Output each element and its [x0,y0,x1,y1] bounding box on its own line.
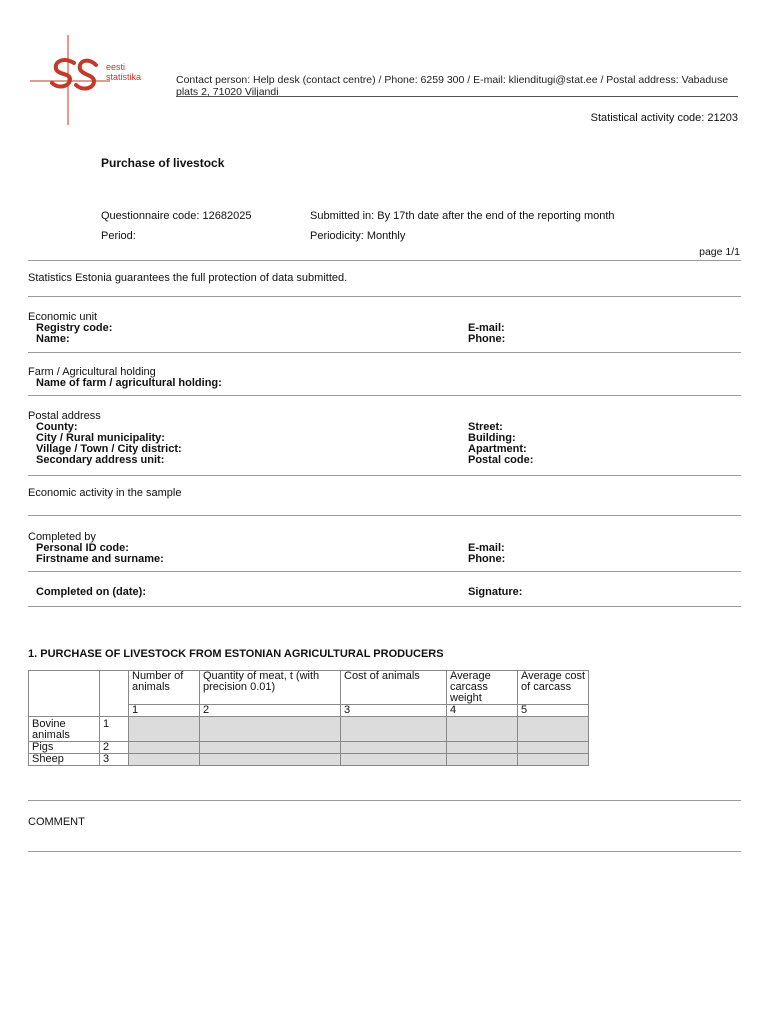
column-number: 2 [200,705,341,717]
row-code: 1 [100,717,129,742]
input-cell[interactable] [447,754,518,766]
table-row [29,717,589,742]
divider [28,606,741,607]
column-number: 4 [447,705,518,717]
divider [28,296,741,297]
input-cell[interactable] [447,742,518,754]
divider [28,515,741,516]
city-label: City / Rural municipality: [36,432,165,444]
input-cell[interactable] [341,717,447,742]
input-cell[interactable] [518,754,589,766]
column-header: Number of animals [129,671,200,705]
section-heading: Economic unit [28,311,98,323]
email-label: E-mail: [468,322,505,334]
header-code-cell [100,671,129,717]
input-cell[interactable] [518,742,589,754]
table-header-row [29,671,589,705]
submission-deadline: Submitted in: By 17th date after the end of the reporting month [310,210,615,222]
input-cell[interactable] [200,717,341,742]
column-header: Cost of animals [341,671,447,705]
input-cell[interactable] [341,754,447,766]
building-label: Building: [468,432,516,444]
farm-block [28,367,222,389]
signature-label: Signature: [468,586,523,598]
table-row [29,742,589,754]
column-header: Average cost of carcass [518,671,589,705]
page-number: page 1/1 [699,246,740,258]
input-cell[interactable] [129,754,200,766]
section-heading: Farm / Agricultural holding [28,366,156,378]
divider [28,260,741,261]
phone-label: Phone: [468,553,506,565]
header-blank-cell [29,671,100,717]
completed-by-block [28,532,164,565]
county-label: County: [36,421,78,433]
completed-on-label: Completed on (date): [36,586,146,598]
statistics-estonia-logo [30,35,170,125]
personal-id-label: Personal ID code: [36,542,129,554]
input-cell[interactable] [200,754,341,766]
street-label: Street: [468,421,503,433]
data-protection-notice: Statistics Estonia guarantees the full protection of data submitted. [28,272,348,284]
phone-label: Phone: [468,333,506,345]
table-row [29,754,589,766]
divider [28,352,741,353]
email-label: E-mail: [468,542,505,554]
input-cell[interactable] [200,742,341,754]
farm-name-label: Name of farm / agricultural holding: [36,377,222,389]
svg-text:eesti: eesti [106,62,126,72]
activity-code: Statistical activity code: 21203 [590,112,738,124]
postal-address-right [468,422,533,466]
divider [28,475,741,476]
divider [28,851,741,852]
comment-label: COMMENT [28,816,85,828]
section-heading: Postal address [28,410,101,422]
livestock-table [28,670,589,766]
row-label: Sheep [29,754,100,766]
column-header: Average carcass weight [447,671,518,705]
economic-activity-label: Economic activity in the sample [28,487,182,499]
registry-code-label: Registry code: [36,322,113,334]
full-name-label: Firstname and surname: [36,553,164,565]
input-cell[interactable] [129,742,200,754]
name-label: Name: [36,333,70,345]
contact-info: Contact person: Help desk (contact centre) / Phone: 6259 300 / E-mail: klienditugi@stat.ee / Postal address: Vabaduse plats 2, 71020 Viljandi [176,74,729,98]
secondary-unit-label: Secondary address unit: [36,454,165,466]
svg-text:statistika: statistika [106,72,142,82]
row-label: Bovine animals [29,717,100,742]
input-cell[interactable] [341,742,447,754]
header-divider [176,96,738,97]
column-number: 5 [518,705,589,717]
column-number: 3 [341,705,447,717]
questionnaire-code: Questionnaire code: 12682025 [101,210,252,222]
row-code: 2 [100,742,129,754]
apartment-label: Apartment: [468,443,527,455]
row-label: Pigs [29,742,100,754]
input-cell[interactable] [518,717,589,742]
postal-code-label: Postal code: [468,454,534,466]
section-heading: Completed by [28,531,96,543]
divider [28,571,741,572]
row-code: 3 [100,754,129,766]
page-title: Purchase of livestock [101,156,225,170]
input-cell[interactable] [129,717,200,742]
period-label: Period: [101,230,136,242]
postal-address-block [28,411,182,466]
economic-unit-contacts [468,323,505,345]
economic-unit-block [28,312,112,345]
village-label: Village / Town / City district: [36,443,182,455]
section-title: 1. PURCHASE OF LIVESTOCK FROM ESTONIAN AGRICULTURAL PRODUCERS [28,648,444,660]
periodicity: Periodicity: Monthly [310,230,406,242]
column-number: 1 [129,705,200,717]
completed-by-contacts [468,543,505,565]
input-cell[interactable] [447,717,518,742]
divider [28,800,741,801]
column-header: Quantity of meat, t (with precision 0.01) [200,671,341,705]
divider [28,395,741,396]
